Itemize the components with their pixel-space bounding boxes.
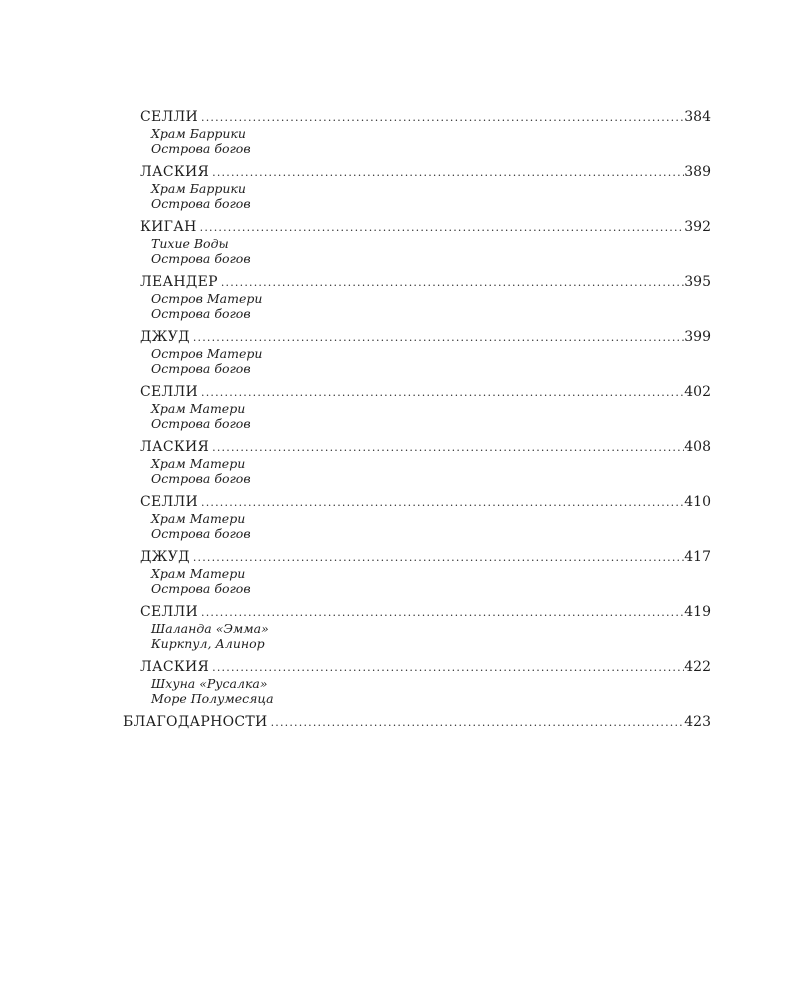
dot-leader bbox=[209, 164, 684, 182]
page-number: 408 bbox=[684, 438, 711, 455]
page-number: 399 bbox=[684, 328, 711, 345]
chapter-title: БЛАГОДАРНОСТИ bbox=[123, 713, 268, 730]
location-line: Шхуна «Русалка» bbox=[151, 675, 268, 691]
toc-entry-row bbox=[140, 218, 711, 236]
page-number: 402 bbox=[684, 383, 711, 400]
chapter-title: СЕЛЛИ bbox=[140, 493, 199, 510]
location-line: Острова богов bbox=[151, 141, 251, 157]
dot-leader bbox=[209, 659, 684, 677]
toc-entry bbox=[123, 218, 711, 267]
chapter-title: КИГАН bbox=[140, 218, 197, 235]
dot-leader bbox=[197, 219, 685, 237]
page-number: 389 bbox=[684, 163, 711, 180]
location-line: Шаланда «Эмма» bbox=[151, 620, 269, 636]
toc-entry bbox=[123, 438, 711, 487]
location-line: Храм Матери bbox=[151, 400, 246, 416]
toc-entry-row bbox=[140, 108, 711, 126]
location-line: Острова богов bbox=[151, 526, 251, 542]
dot-leader bbox=[198, 109, 684, 127]
toc-entry-row bbox=[140, 603, 711, 621]
toc-entry bbox=[123, 603, 711, 652]
page-number: 392 bbox=[684, 218, 711, 235]
location-line: Острова богов bbox=[151, 581, 251, 597]
dot-leader bbox=[209, 439, 684, 457]
chapter-title: СЕЛЛИ bbox=[140, 603, 199, 620]
dot-leader bbox=[198, 604, 684, 622]
chapter-title: ДЖУД bbox=[140, 548, 190, 565]
location-line: Острова богов bbox=[151, 416, 251, 432]
location-line: Киркпул, Алинор bbox=[151, 636, 265, 652]
toc-entry bbox=[123, 548, 711, 597]
toc-entry-row bbox=[140, 383, 711, 401]
location-line: Острова богов bbox=[151, 361, 251, 377]
location-line: Острова богов bbox=[151, 196, 251, 212]
dot-leader bbox=[190, 549, 684, 567]
chapter-title: ЛАСКИЯ bbox=[140, 438, 210, 455]
page-number: 384 bbox=[684, 109, 711, 125]
table-of-contents bbox=[123, 108, 711, 737]
toc-entry bbox=[123, 383, 711, 432]
location-line: Храм Матери bbox=[151, 565, 246, 581]
location-line: Море Полумесяца bbox=[151, 691, 274, 707]
location-line: Острова богов bbox=[151, 471, 251, 487]
page-number: 422 bbox=[684, 658, 711, 675]
location-line: Острова богов bbox=[151, 251, 251, 267]
toc-entry-row bbox=[140, 328, 711, 346]
toc-entry-row bbox=[140, 548, 711, 566]
dot-leader bbox=[218, 274, 684, 292]
dot-leader bbox=[268, 714, 685, 732]
location-line: Острова богов bbox=[151, 306, 251, 322]
location-line: Храм Баррики bbox=[151, 180, 246, 196]
toc-entry bbox=[123, 273, 711, 322]
toc-entry-row bbox=[140, 273, 711, 291]
toc-entry-row bbox=[140, 658, 711, 676]
location-line: Остров Матери bbox=[151, 290, 263, 306]
page-number: 395 bbox=[684, 273, 711, 290]
toc-entry bbox=[123, 163, 711, 212]
chapter-title: СЕЛЛИ bbox=[140, 109, 199, 125]
chapter-title: ЛАСКИЯ bbox=[140, 163, 210, 180]
page-number: 419 bbox=[684, 603, 711, 620]
page-number: 423 bbox=[684, 713, 711, 730]
chapter-title: СЕЛЛИ bbox=[140, 383, 199, 400]
toc-entry bbox=[123, 328, 711, 377]
toc-entry-row bbox=[140, 438, 711, 456]
toc-entry-acknowledgements bbox=[123, 713, 711, 731]
location-line: Храм Матери bbox=[151, 455, 246, 471]
location-line: Остров Матери bbox=[151, 345, 263, 361]
chapter-title: ДЖУД bbox=[140, 328, 190, 345]
toc-entry bbox=[123, 658, 711, 707]
dot-leader bbox=[198, 384, 684, 402]
toc-entry bbox=[123, 108, 711, 157]
page-number: 417 bbox=[684, 548, 711, 565]
chapter-title: ЛАСКИЯ bbox=[140, 658, 210, 675]
location-line: Тихие Воды bbox=[151, 235, 229, 251]
toc-entry-row bbox=[140, 493, 711, 511]
toc-entry bbox=[123, 493, 711, 542]
location-line: Храм Матери bbox=[151, 510, 246, 526]
toc-entry-row bbox=[123, 713, 711, 731]
dot-leader bbox=[190, 329, 684, 347]
location-line: Храм Баррики bbox=[151, 126, 246, 141]
toc-entry-row bbox=[140, 163, 711, 181]
chapter-title: ЛЕАНДЕР bbox=[140, 273, 218, 290]
page-number: 410 bbox=[684, 493, 711, 510]
dot-leader bbox=[198, 494, 684, 512]
